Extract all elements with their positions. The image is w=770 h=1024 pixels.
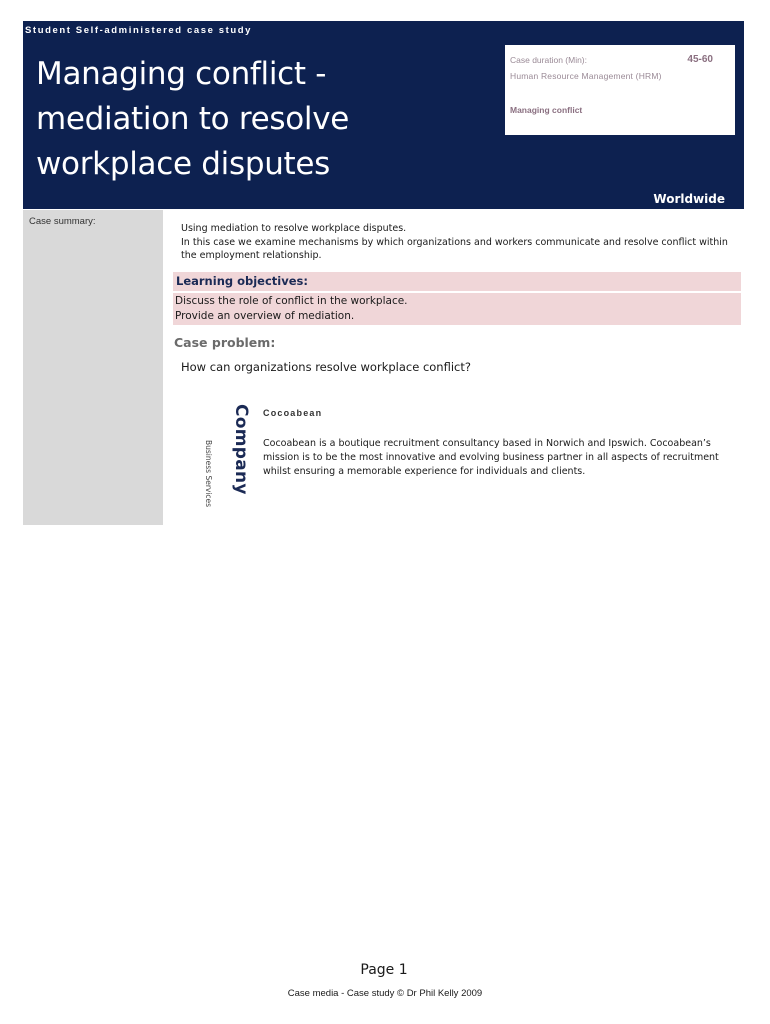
case-summary-text <box>181 222 736 263</box>
page-title <box>36 52 496 187</box>
case-type-label: Student Self-administered case study <box>25 25 253 36</box>
subject-label: Human Resource Management (HRM) <box>510 71 662 81</box>
title-line-3: workplace disputes <box>36 146 331 182</box>
case-problem-heading: Case problem: <box>174 335 276 350</box>
title-line-2: mediation to resolve <box>36 101 350 137</box>
duration-label: Case duration (Min): <box>510 55 588 65</box>
learning-objectives-heading: Learning objectives: <box>176 274 308 288</box>
objective-item: Discuss the role of conflict in the workplace. <box>175 295 408 307</box>
objective-item: Provide an overview of mediation. <box>175 310 355 322</box>
region-label: Worldwide <box>653 192 725 206</box>
summary-line-1: Using mediation to resolve workplace disputes. <box>181 223 407 234</box>
company-sector-label: Business Services <box>204 440 213 508</box>
case-info-box <box>505 45 735 135</box>
case-problem-question: How can organizations resolve workplace conflict? <box>181 360 471 374</box>
page-number-text: Page 1 <box>360 962 408 978</box>
case-summary-label: Case summary: <box>29 216 96 227</box>
learning-objectives-list <box>173 293 741 325</box>
learning-objectives-header <box>173 272 741 291</box>
header-banner <box>23 21 744 209</box>
title-line-1: Managing conflict - <box>36 56 327 92</box>
company-vertical-label: Company <box>231 404 251 495</box>
company-name: Cocoabean <box>263 408 323 418</box>
duration-value: 45-60 <box>687 54 713 65</box>
footer-credit: Case media - Case study © Dr Phil Kelly 2009 <box>287 988 483 999</box>
page-number <box>0 962 770 978</box>
topic-label: Managing conflict <box>510 105 583 115</box>
sidebar <box>23 210 163 525</box>
summary-line-2: In this case we examine mechanisms by which organizations and workers communicate and resolve conflict within the employment relationship. <box>181 236 728 261</box>
company-description: Cocoabean is a boutique recruitment consultancy based in Norwich and Ipswich. Cocoabean’s mission is to be the most innovative and evolving business partner in all aspects of recruitment whilst ensuring a memorable experience for individuals and clients. <box>263 438 719 477</box>
